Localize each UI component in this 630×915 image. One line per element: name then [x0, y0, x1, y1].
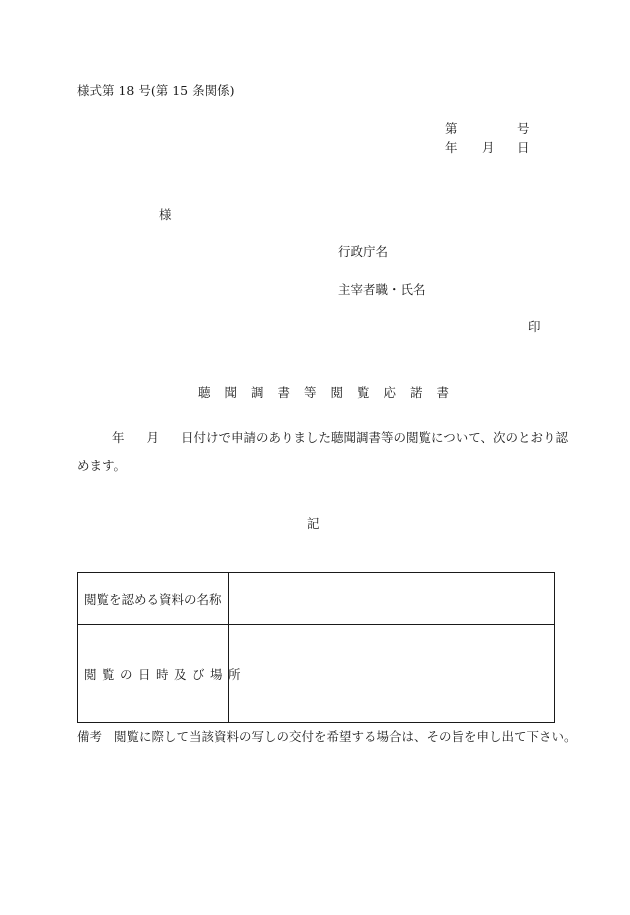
date-month-label: 月	[482, 140, 495, 155]
body-text-line-1	[112, 432, 568, 445]
remarks-text: 閲覧に際して当該資料の写しの交付を希望する場合は、その旨を申し出て下さい。	[114, 729, 577, 744]
document-number-suffix: 号	[517, 121, 530, 136]
datetime-place-field[interactable]	[229, 625, 554, 722]
material-name-label: 閲覧を認める資料の名称	[78, 573, 229, 624]
body-month-label: 月	[146, 430, 160, 445]
body-text-line-2: めます。	[77, 458, 127, 473]
agency-name-label: 行政庁名	[338, 244, 389, 259]
date-day-label: 日	[517, 140, 530, 155]
form-number: 様式第 18 号(第 15 条関係)	[77, 83, 235, 98]
info-table	[77, 572, 555, 723]
ki-heading: 記	[307, 516, 320, 531]
remarks	[77, 731, 577, 744]
document-title: 聴聞調書等閲覧応諾書	[198, 385, 464, 400]
document-number-prefix: 第	[445, 121, 458, 136]
datetime-place-label: 閲覧の日時及び場所	[78, 625, 229, 722]
material-name-field[interactable]	[229, 573, 554, 624]
body-text-rest: 日付けで申請のありました聴聞調書等の閲覧について、次のとおり認	[181, 430, 569, 445]
table-row	[78, 625, 554, 722]
addressee-honorific: 様	[159, 207, 172, 222]
date-year-label: 年	[445, 140, 458, 155]
seal-mark: 印	[528, 319, 541, 334]
body-year-label: 年	[112, 430, 125, 445]
table-row	[78, 573, 554, 625]
presiding-officer-label: 主宰者職・氏名	[338, 282, 426, 297]
remarks-label: 備考	[77, 729, 103, 744]
